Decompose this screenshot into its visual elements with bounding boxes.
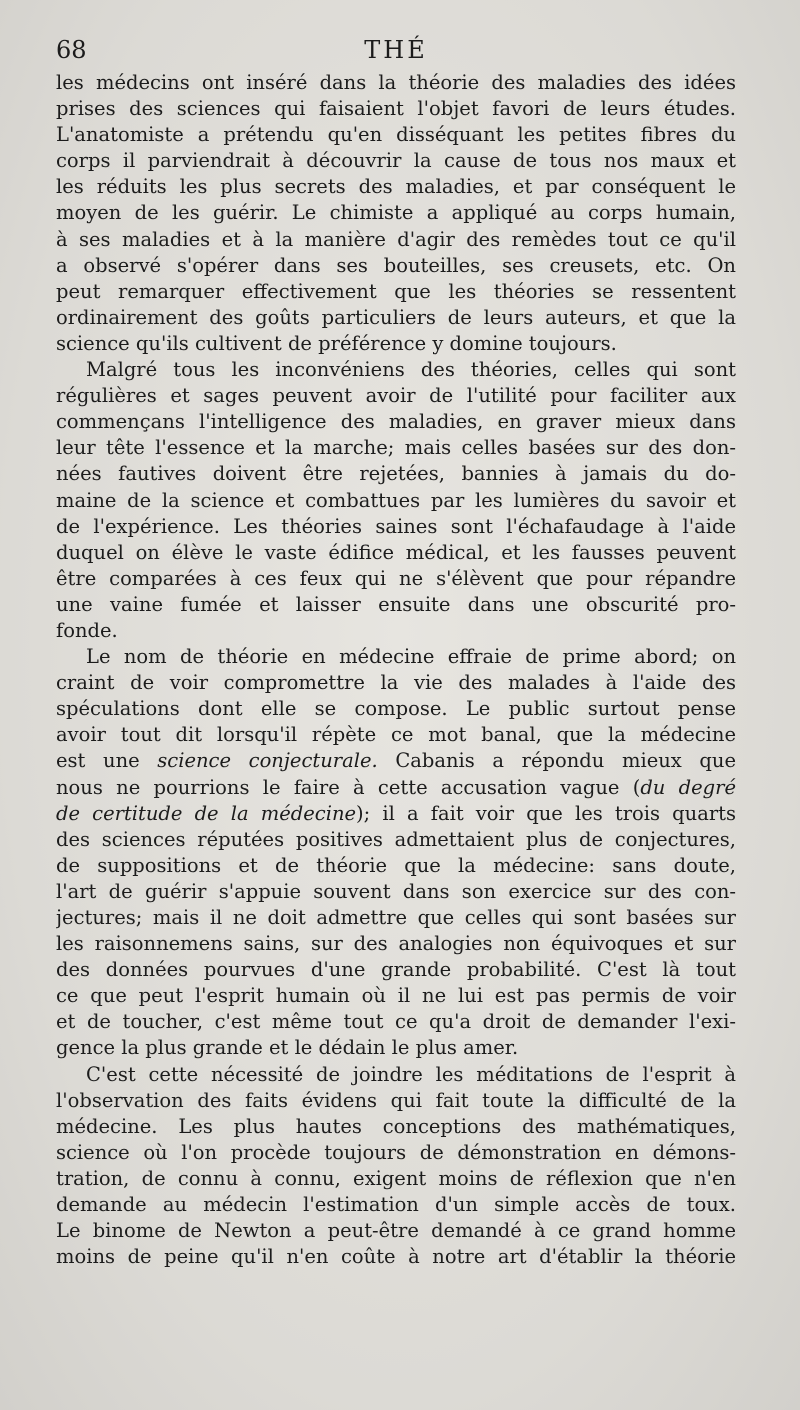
- text-line: commençans l'intelligence des maladies, en graver mieux dans: [56, 410, 736, 434]
- text-line: être comparées à ces feux qui ne s'élèvent que pour répandre: [56, 566, 736, 590]
- text-line: Le binome de Newton a peut-être demandé à ce grand homme: [56, 1219, 736, 1243]
- text-line: [56, 801, 736, 827]
- text-line: corps il parviendrait à découvrir la cause de tous nos maux et: [56, 149, 736, 173]
- text-line: et de toucher, c'est même tout ce qu'a droit de demander l'exi-: [56, 1010, 736, 1034]
- italic-segment: science conjecturale.: [157, 749, 378, 773]
- text-segment: ); il a fait voir que les trois quarts: [356, 801, 736, 825]
- text-line: l'observation des faits évidens qui fait toute la difficulté de la: [56, 1088, 736, 1112]
- text-line: l'art de guérir s'appuie souvent dans son exercice sur des con-: [56, 879, 736, 903]
- text-line: spéculations dont elle se compose. Le public surtout pense: [56, 697, 736, 721]
- italic-segment: de certitude de la médecine: [56, 801, 357, 825]
- text-line: moyen de les guérir. Le chimiste a appliqué au corps humain,: [56, 201, 736, 225]
- text-line: a observé s'opérer dans ses bouteilles, ses creusets, etc. On: [56, 253, 736, 277]
- text-line: [56, 748, 736, 774]
- text-line: des données pourvues d'une grande probabilité. C'est là tout: [56, 958, 736, 982]
- text-line: ordinairement des goûts particuliers de leurs auteurs, et que la: [56, 305, 736, 329]
- text-line: jectures; mais il ne doit admettre que celles qui sont basées sur: [56, 906, 736, 929]
- text-line: duquel on élève le vaste édifice médical, et les fausses peuvent: [56, 540, 736, 564]
- text-line: tration, de connu à connu, exigent moins de réflexion que n'en: [56, 1166, 736, 1190]
- text-line: des sciences réputées positives admettaient plus de conjectures,: [56, 827, 736, 851]
- text-line: Le nom de théorie en médecine effraie de prime abord; on: [86, 645, 736, 669]
- text-line: leur tête l'essence et la marche; mais celles basées sur des don-: [56, 436, 736, 460]
- text-line: médecine. Les plus hautes conceptions des mathématiques,: [56, 1114, 736, 1138]
- text-line: Malgré tous les inconvéniens des théories, celles qui sont: [86, 358, 736, 382]
- text-line: ce que peut l'esprit humain où il ne lui est pas permis de voir: [56, 984, 736, 1008]
- text-line: peut remarquer effectivement que les théories se ressentent: [56, 279, 736, 303]
- text-line: fonde.: [56, 618, 118, 642]
- running-title: THÉ: [364, 36, 428, 64]
- text-line: à ses maladies et à la manière d'agir des remèdes tout ce qu'il: [56, 227, 736, 251]
- text-line: les réduits les plus secrets des maladies, et par conséquent le: [56, 175, 736, 199]
- text-line: craint de voir compromettre la vie des malades à l'aide des: [56, 671, 736, 695]
- text-line: avoir tout dit lorsqu'il répète ce mot banal, que la médecine: [56, 723, 736, 747]
- text-line: [56, 775, 736, 801]
- text-line: les raisonnemens sains, sur des analogies non équivoques et sur: [56, 932, 736, 956]
- page-number: 68: [56, 36, 87, 64]
- text-line: gence la plus grande et le dédain le plus amer.: [56, 1036, 519, 1060]
- text-segment: nous ne pourrions le faire à cette accusation vague (: [56, 775, 641, 799]
- text-line: nées fautives doivent être rejetées, bannies à jamais du do-: [56, 462, 736, 486]
- text-line: de l'expérience. Les théories saines sont l'échafaudage à l'aide: [56, 514, 736, 538]
- text-line: de suppositions et de théorie que la médecine: sans doute,: [56, 853, 736, 877]
- text-line: une vaine fumée et laisser ensuite dans une obscurité pro-: [56, 592, 736, 616]
- text-line: science où l'on procède toujours de démonstration en démons-: [56, 1140, 736, 1164]
- text-line: L'anatomiste a prétendu qu'en disséquant les petites fibres du: [56, 123, 736, 147]
- text-line: moins de peine qu'il n'en coûte à notre art d'établir la théorie: [56, 1245, 736, 1269]
- text-line: C'est cette nécessité de joindre les méditations de l'esprit à: [86, 1062, 736, 1086]
- page-header: [56, 36, 736, 70]
- italic-segment: du degré: [640, 775, 736, 799]
- text-line: les médecins ont inséré dans la théorie des maladies des idées: [56, 71, 736, 94]
- text-segment: est une: [56, 749, 158, 773]
- text-line: demande au médecin l'estimation d'un simple accès de toux.: [56, 1193, 736, 1217]
- body-text: [56, 70, 736, 1270]
- text-line: maine de la science et combattues par les lumières du savoir et: [56, 488, 736, 512]
- text-line: science qu'ils cultivent de préférence y domine toujours.: [56, 331, 617, 355]
- text-segment: Cabanis a répondu mieux que: [377, 749, 736, 773]
- text-line: régulières et sages peuvent avoir de l'utilité pour faciliter aux: [56, 384, 736, 408]
- text-line: prises des sciences qui faisaient l'objet favori de leurs études.: [56, 97, 736, 121]
